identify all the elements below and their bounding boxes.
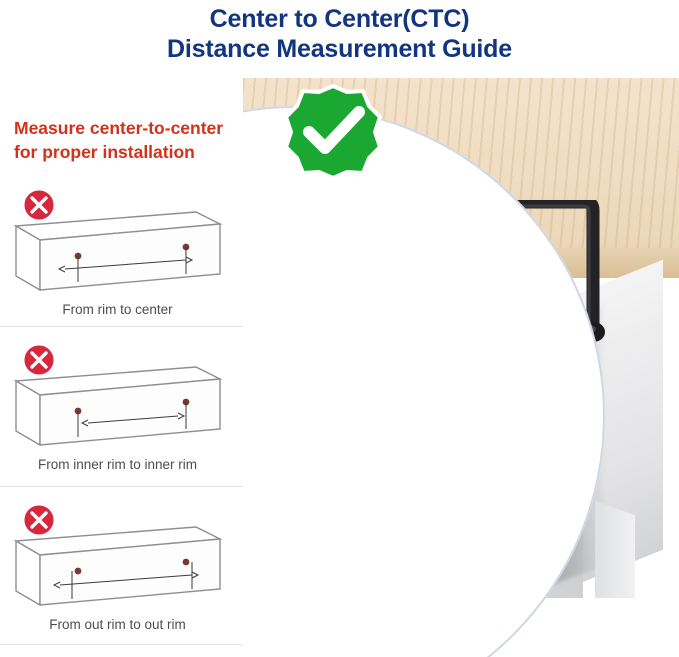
title-line-2: Distance Measurement Guide [167, 35, 512, 63]
measure-callout-line-2: for proper installation [14, 142, 195, 162]
wrong-example-1-caption: From rim to center [62, 302, 173, 317]
red-x-badge-icon [20, 501, 58, 539]
page-title [0, 4, 679, 64]
measure-callout-line-1: Measure center-to-center [14, 118, 224, 138]
title-line-1: Center to Center(CTC) [209, 5, 470, 33]
divider-1 [0, 326, 243, 327]
left-panel [0, 78, 243, 657]
wrong-example-2 [0, 353, 243, 472]
wrong-example-1 [0, 198, 243, 317]
red-x-badge-icon [20, 341, 58, 379]
wrong-example-2-caption: From inner rim to inner rim [37, 457, 198, 472]
wrong-example-1-figure [10, 198, 225, 298]
wrong-example-2-figure [10, 353, 225, 453]
divider-3 [0, 644, 243, 645]
divider-2 [0, 486, 243, 487]
wrong-example-3-caption: From out rim to out rim [49, 617, 186, 632]
green-check-badge-icon [281, 82, 385, 178]
red-x-badge-icon [20, 186, 58, 224]
measure-callout [14, 116, 282, 164]
wrong-example-3 [0, 513, 243, 632]
wrong-example-3-figure [10, 513, 225, 613]
